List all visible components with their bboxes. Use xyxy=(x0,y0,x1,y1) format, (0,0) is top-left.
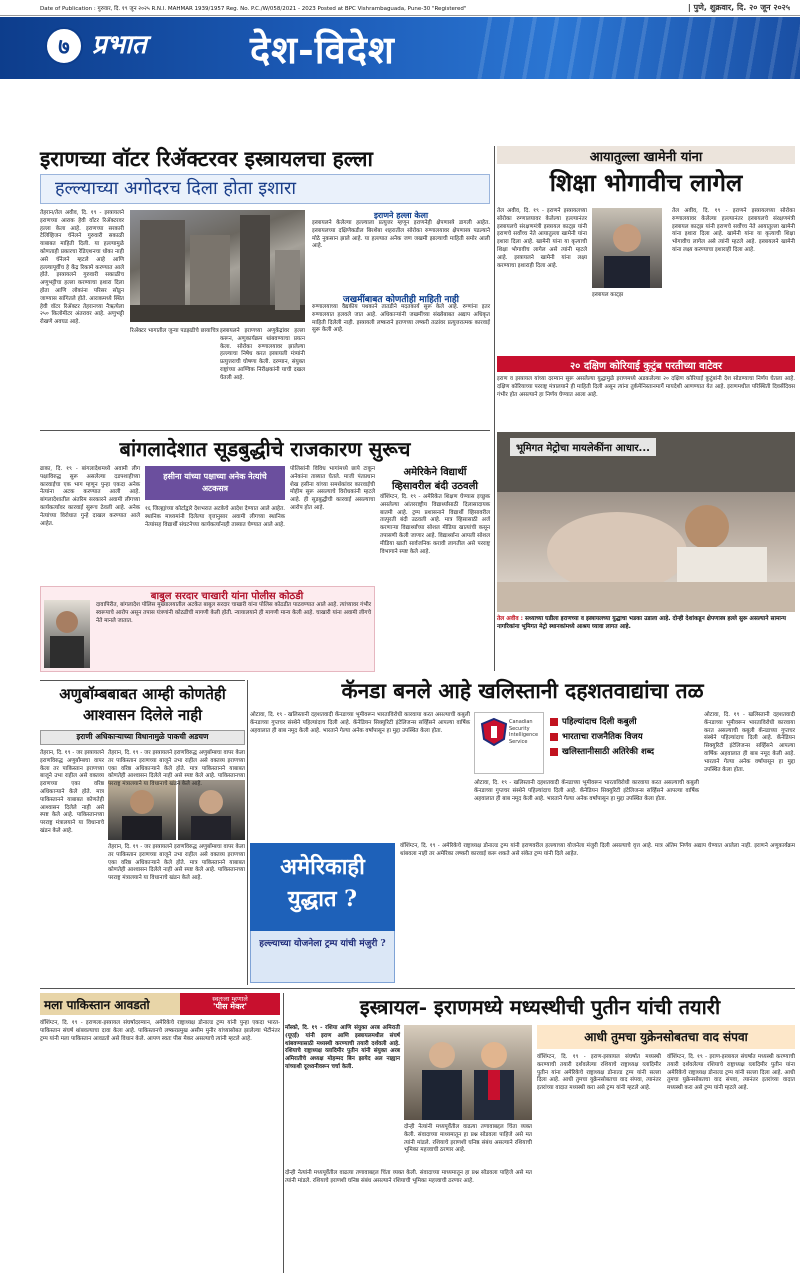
metro-photo xyxy=(497,432,795,612)
story4-text1: ढाका, दि. १९ - बांगलादेशमध्ये अवामी लीग पक्षाविरुद्ध सुरू असलेल्या दडपशाहीच्या कारवाईचा एक भाग म्हणून पुन्हा एकदा अनेक नेत्यांना अटक करण्यात आली आहे. बांगलादेशातील अंतरिम सरकारने अवामी लीगच्या कार्यकर्त्यांवर कारवाई सुरूच ठेवली आहे. अनेक नेत्यांच्या विरोधात गुन्हे दाखल करण्यात आले आहेत. xyxy=(40,466,140,527)
story13-headline: आधी तुमचा युक्रेनसोबतचा वाद संपवा xyxy=(584,1030,748,1044)
story11-headline: मला पाकिस्तान आवडतो xyxy=(44,998,150,1012)
official-photo-2-graphic xyxy=(178,780,245,840)
story9-text: ओटावा, दि. १९ - खलिस्तानी दहशतवादी कॅनडाच्या भूमीवरून भारताविरोधी कारवाया करत असल्याची कबुली कॅनडाच्या गुप्तचर संस्थेने पहिल्यांदाच दिली आहे. कॅनेडियन सिक्युरिटी इंटेलिजन्स सर्व्हिसने आपल्या वार्षिक अहवालात ही बाब नमूद केली आहे. भारताने गेल्या अनेक वर्षांपासून हा मुद्दा उपस्थित केला होता. xyxy=(250,712,470,734)
bullet-square-icon xyxy=(550,733,558,741)
story7-headline: बाबुल सरदार चाखारी यांना पोलीस कोठडी xyxy=(150,591,304,602)
story13-text: वॉशिंग्टन, दि. १९ - इराण-इस्त्रायल संघर्षात मध्यस्थी करण्याची तयारी दर्शवलेल्या रशियाचे राष्ट्राध्यक्ष व्लादिमीर पुतीन यांना अमेरिकेचे राष्ट्राध्यक्ष डोनाल्ड ट्रम्प यांनी सल्ला दिला आहे. आधी तुमचा युक्रेनसोबतचा वाद संपवा, त्यानंतर इतरांच्या वादात मध्यस्थी करा असे ट्रम्प यांनी म्हटले आहे. xyxy=(537,1054,661,1092)
story9-bullets xyxy=(550,716,700,761)
dateline xyxy=(0,0,800,16)
story1-headline: इराणच्या वॉटर रिॲक्टरवर इस्त्रायलचा हल्ला xyxy=(40,146,373,171)
story2-text: तेल अवीव, दि. १९ - इराणने इस्त्रायलच्या सोरोका रुग्णालयावर केलेल्या हल्ल्यानंतर इस्त्रायलचे संरक्षणमंत्री इस्त्रायल काट्झ यांनी इराणचे सर्वोच्च नेते आयातुल्ला खामेनी यांना इशारा दिला आहे. खामेनी यांना या कृत्याची शिक्षा भोगावीच लागेल असे त्यांनी म्हटले आहे. इस्त्रायलने खामेनी यांना लक्ष्य करण्याचा इशाराही दिला आहे. xyxy=(497,208,587,269)
story1-col3: इस्त्रायलने केलेल्या हल्ल्याला प्रत्युत्तर म्हणून इराणनेही क्षेपणास्त्रे डागली आहेत. इस्त्रायलच्या दक्षिणेकडील बिरशेबा शहरातील सोरोका रुग्णालयावर क्षेपणास्त्र पडल्याने मोठे नुकसान झाले आहे. या हल्ल्यात अनेक जण जखमी झाल्याची माहिती समोर आली आहे. xyxy=(312,220,490,250)
story7-text: दावापिरीत, बांगलादेश पोलिस मुख्यालयातील अटकेत बाबुल सरदार चाखारी यांना पोलिस कोठडीत पाठवण्यात आले आहे. त्यांच्यावर गंभीर स्वरूपाचे आरोप असून तपास यंत्रणांनी कोठडीची मागणी केली होती. न्यायालयाने ही मागणी मान्य केली आहे. चाखारी यांना अवामी लीगचे नेते मानले जातात. xyxy=(96,602,371,624)
story12-text-2: दोन्ही नेत्यांनी मध्यपूर्वेतील वाढत्या तणावाबद्दल चिंता व्यक्त केली. संवादाच्या माध्यमातून हा प्रश्न सोडवला पाहिजे असे मत त्यांनी मांडले. रशियाचे इराणशी घनिष्ठ संबंध असल्याने रशियाची भूमिका महत्त्वाची ठरणार आहे. xyxy=(404,1124,532,1154)
story3-text: इराण व इस्त्रायल यांच्या दरम्यान सुरू असलेल्या युद्धामुळे इराणमध्ये अडकलेल्या २० दक्षिण कोरियाई कुटुंबांनी देश सोडण्याचा निर्णय घेतला आहे. दक्षिण कोरियाच्या परराष्ट्र मंत्रालयाने ही माहिती दिली असून त्यांना तुर्कमेनिस्तानमार्गे मायदेशी आणण्यात येत आहे. इराणमधील परिस्थिती दिवसेंदिवस गंभीर होत असल्याने हा निर्णय घेण्यात आला आहे. xyxy=(497,376,795,398)
reactor-photo xyxy=(130,210,305,322)
edition-date: | पुणे, शुक्रवार, दि. २० जून २०२५ xyxy=(687,3,790,12)
story1-col2: इस्त्रायलने इराणच्या अणुकेंद्रांवर हल्ला करून, अणुकार्यक्रम थांबवण्याचा प्रयत्न केला. सोरोका रुग्णालयावर झालेल्या हल्ल्याचा निषेध करत इस्त्रायली मंत्र्यांनी प्रत्युत्तराची घोषणा केली. दरम्यान, संयुक्त राष्ट्रांच्या आण्विक निरीक्षकांनी याची दखल घेतली आहे. xyxy=(220,328,305,381)
globe-graphic xyxy=(470,17,800,79)
story11-text: वॉशिंग्टन, दि. १९ - इराणला-इस्त्रायल संघर्षादरम्यान, अमेरिकेचे राष्ट्राध्यक्ष डोनाल्ड ट्रम्प यांनी पुन्हा एकदा भारत-पाकिस्तान संघर्ष थांबवल्याचा दावा केला आहे. पाकिस्तानचे लष्करप्रमुख असीम मुनीर यांच्यासोबत झालेल्या भेटीनंतर ट्रम्प यांनी मला पाकिस्तान आवडतो असे विधान केले. आपण स्वतः पीस मेकर असल्याचे त्यांनी म्हटले आहे. xyxy=(40,1020,280,1042)
official-photo-1 xyxy=(108,780,176,840)
story13-text-2: वॉशिंग्टन, दि. १९ - इराण-इस्त्रायल संघर्षात मध्यस्थी करण्याची तयारी दर्शवलेल्या रशियाचे राष्ट्राध्यक्ष व्लादिमीर पुतीन यांना अमेरिकेचे राष्ट्राध्यक्ष डोनाल्ड ट्रम्प यांनी सल्ला दिला आहे. आधी तुमचा युक्रेनसोबतचा वाद संपवा, त्यानंतर इतरांच्या वादात मध्यस्थी करा असे ट्रम्प यांनी म्हटले आहे. xyxy=(667,1054,795,1092)
csis-shield-icon xyxy=(479,717,509,747)
story10-headline-line2: युद्धात ? xyxy=(287,886,358,912)
chakhari-photo xyxy=(44,600,90,668)
brand-logo: प्रभात xyxy=(92,30,147,60)
story3-headline: २० दक्षिण कोरियाई कुटुंब परतीच्या वाटेवर xyxy=(569,361,723,372)
csis-logo-text: Canadian Security Intelligence Service xyxy=(509,719,539,745)
metro-caption-text: सध्याच्या घडीला इराणच्या व इस्त्रायलच्या युद्धाचा भडका उडाला आहे. दोन्ही देशांकडून क्षेपणास्त्र हल्ले सुरू असल्याने सामान्य नागरिकांना भूमिगत मेट्रो स्थानकांमध्ये आश्रय घ्यावा लागत आहे. xyxy=(497,616,786,630)
story9-text-3: ओटावा, दि. १९ - खलिस्तानी दहशतवादी कॅनडाच्या भूमीवरून भारताविरोधी कारवाया करत असल्याची कबुली कॅनडाच्या गुप्तचर संस्थेने पहिल्यांदाच दिली आहे. कॅनेडियन सिक्युरिटी इंटेलिजन्स सर्व्हिसने आपल्या वार्षिक अहवालात ही बाब नमूद केली आहे. भारताने गेल्या अनेक वर्षांपासून हा मुद्दा उपस्थित केला होता. xyxy=(704,712,795,773)
official-photo-1-graphic xyxy=(108,780,176,840)
story2-kicker: आयातुल्ला खामेनी यांना xyxy=(589,150,703,165)
story11-badge xyxy=(180,993,280,1015)
story1-sub2: जखमींबाबत कोणतीही माहिती नाही xyxy=(343,295,459,305)
story2-text-2: तेल अवीव, दि. १९ - इराणने इस्त्रायलच्या सोरोका रुग्णालयावर केलेल्या हल्ल्यानंतर इस्त्रायलचे संरक्षणमंत्री इस्त्रायल काट्झ यांनी इराणचे सर्वोच्च नेते आयातुल्ला खामेनी यांना इशारा दिला आहे. खामेनी यांना या कृत्याची शिक्षा भोगावीच लागेल असे त्यांनी म्हटले आहे. इस्त्रायलने खामेनी यांना लक्ष्य करण्याचा इशाराही दिला आहे. xyxy=(672,208,795,253)
katz-photo xyxy=(592,208,662,288)
masthead xyxy=(0,17,800,79)
metro-overlay: भूमिगत मेट्रोचा मायलेकींना आधार... xyxy=(510,438,656,456)
metro-caption-place: तेल अवीव : xyxy=(497,616,523,622)
story10-subhead: हल्ल्याच्या योजनेला ट्रम्प यांची मंजुरी ? xyxy=(259,939,386,949)
story12-headline: इस्त्रायल- इराणमध्ये मध्यस्थीची पुतीन यांची तयारी xyxy=(359,995,721,1019)
story5-headline: व्हिसावरील बंदी उठवली xyxy=(392,481,478,492)
story12-text: दोन्ही नेत्यांनी मध्यपूर्वेतील वाढत्या तणावाबद्दल चिंता व्यक्त केली. संवादाच्या माध्यमातून हा प्रश्न सोडवला पाहिजे असे मत त्यांनी मांडले. रशियाचे इराणशी घनिष्ठ संबंध असल्याने रशियाची भूमिका महत्त्वाची ठरणार आहे. xyxy=(285,1170,532,1184)
reactor-photo-graphic xyxy=(130,210,305,322)
metro-caption xyxy=(497,616,795,656)
bullet-item: खलिस्तानीसाठी अतिरेकी शब्द xyxy=(550,746,700,757)
story1-col4: रुग्णालयाच्या वैद्यकीय पथकाने तातडीने मदतकार्य सुरू केले आहे. रुग्णांना इतर रुग्णालयात हलवले जात आहे. अधिकाऱ्यांनी जखमींच्या संख्येबाबत अद्याप अधिकृत माहिती दिलेली नाही. इस्त्रायली लष्कराने इराणच्या लष्करी तळांवर प्रत्युत्तरात्मक कारवाई सुरू केली आहे. xyxy=(312,304,490,334)
badge-top: स्वतःला म्हणाले xyxy=(212,995,248,1003)
story8-headline: अणुबॉम्बबाबत आम्ही कोणतेही आश्वासन दिलेले नाही xyxy=(59,685,226,724)
story9-text-2: ओटावा, दि. १९ - खलिस्तानी दहशतवादी कॅनडाच्या भूमीवरून भारताविरोधी कारवाया करत असल्याची कबुली कॅनडाच्या गुप्तचर संस्थेने पहिल्यांदाच दिली आहे. कॅनेडियन सिक्युरिटी इंटेलिजन्स सर्व्हिसने आपल्या वार्षिक अहवालात ही बाब नमूद केली आहे. भारताने गेल्या अनेक वर्षांपासून हा मुद्दा उपस्थित केला होता. xyxy=(474,780,699,802)
story2-headline: शिक्षा भोगावीच लागेल xyxy=(549,168,743,197)
story8-subhead: इराणी अधिकाऱ्याच्या विधानामुळे पाकची अडचण xyxy=(76,732,209,741)
bullet-item: भारताचा राजनैतिक विजय xyxy=(550,731,700,742)
badge-main: 'पीस मेकर' xyxy=(213,1002,247,1011)
section-title: देश-विदेश xyxy=(250,27,395,72)
bullet-square-icon xyxy=(550,718,558,726)
publication-info: Date of Publication : गुरुवार, दि. १९ जून २०२५ R.N.I. MAHMAR 1939/1957 Reg. No. P.C./W/058/2021 - 2023 Posted at BPC Vishrambaguada, Pune-30 "Registered" xyxy=(40,5,467,12)
person-photo-graphic xyxy=(592,208,662,288)
csis-logo xyxy=(474,712,544,774)
story8-text: तेहरान, दि. १९ - जर इस्त्रायलने इराणविरुद्ध अणुबॉम्बचा वापर केला तर पाकिस्तान इराणच्या बाजूने उभा राहील असे वक्तव्य इराणच्या एका वरिष्ठ अधिकाऱ्याने केले होते. मात्र पाकिस्तानने याबाबत कोणतेही आश्वासन दिलेले नाही असे स्पष्ट केले आहे. पाकिस्तानच्या परराष्ट्र मंत्रालयाने या विधानाचे खंडन केले आहे. xyxy=(40,750,104,834)
story8-text-3: तेहरान, दि. १९ - जर इस्त्रायलने इराणविरुद्ध अणुबॉम्बचा वापर केला तर पाकिस्तान इराणच्या बाजूने उभा राहील असे वक्तव्य इराणच्या एका वरिष्ठ अधिकाऱ्याने केले होते. मात्र पाकिस्तानने याबाबत कोणतेही आश्वासन दिलेले नाही असे स्पष्ट केले आहे. पाकिस्तानच्या परराष्ट्र मंत्रालयाने या विधानाचे खंडन केले आहे. xyxy=(108,844,245,882)
story10-headline-line1: अमेरिकाही xyxy=(280,854,365,880)
story1-sub1: इराणने हल्ला केला xyxy=(373,210,429,220)
story1-col1: तेहरान/तेल अवीव, दि. १९ - इस्त्रायलने इराणच्या आराक हेवी वॉटर रिॲक्टरवर हल्ला केला आहे. इराणच्या सरकारी टेलिव्हिजन चॅनेलने गुरुवारी सकाळी याबाबत माहिती दिली. या हल्ल्यामुळे कोणताही प्रकारचा रेडिएशनचा धोका नाही असे चॅनेलने म्हटले आहे आणि हल्ल्यापूर्वीच हे केंद्र रिकामे करण्यात आले होते. इस्त्रायलने गुरुवारी सकाळीच अणुभट्टीचा हल्ला करण्याचा इशारा दिला होता आणि लोकांना परिसर सोडून जाण्यास सांगितले होते. आराकमध्ये स्थित हेवी वॉटर रिॲक्टर तेहरानच्या नैऋत्येला २५० किलोमीटर अंतरावर आहे. अणुभट्टी रोखणे अवघड आहे. xyxy=(40,210,124,326)
official-photo-2 xyxy=(178,780,245,840)
putin-trump-photo xyxy=(404,1025,532,1120)
story8-text-2: तेहरान, दि. १९ - जर इस्त्रायलने इराणविरुद्ध अणुबॉम्बचा वापर केला तर पाकिस्तान इराणच्या बाजूने उभा राहील असे वक्तव्य इराणच्या एका वरिष्ठ अधिकाऱ्याने केले होते. मात्र पाकिस्तानने याबाबत कोणतेही आश्वासन दिलेले नाही असे स्पष्ट केले आहे. पाकिस्तानच्या परराष्ट्र मंत्रालयाने या विधानाचे खंडन केले आहे. xyxy=(108,750,245,788)
metro-photo-graphic xyxy=(497,432,795,612)
story4-headline: बांगलादेशात सूडबुद्धीचे राजकारण सुरूच xyxy=(119,437,411,461)
page-number: ७ xyxy=(45,27,83,65)
story4-box: हसीना यांच्या पक्षाच्या अनेक नेत्यांचे अटकसत्र xyxy=(145,466,285,500)
story5-kicker: अमेरिकेने विद्यार्थी xyxy=(403,467,467,478)
putin-trump-photo-graphic xyxy=(404,1025,532,1120)
story1-photo-caption: रिॲक्टर भागातील जुन्या पडझडीचे छायाचित्र xyxy=(130,328,219,334)
chakhari-photo-graphic xyxy=(44,600,90,668)
story4-text2: १६ जिल्ह्यांच्या कोर्टाद्वारे देशभरात अटकेचे आदेश देण्यात आले आहेत. स्थानिक माध्यमांनी दिलेल्या वृत्तानुसार अवामी लीगच्या स्थानिक नेत्यांसह विद्यार्थी संघटनेच्या कार्यकर्त्यांनाही ताब्यात घेण्यात आले आहे. xyxy=(145,506,285,528)
story2-caption: इस्त्रायल काट्झ xyxy=(592,292,624,298)
story1-kicker: हल्ल्याच्या अगोदरच दिला होता इशारा xyxy=(55,178,297,199)
story9-headline: कॅनडा बनले आहे खलिस्तानी दहशतवाद्यांचा तळ xyxy=(341,678,704,703)
bullet-square-icon xyxy=(550,748,558,756)
story12-lead: मॉस्को, दि. १९ - रशिया आणि संयुक्त अरब अमिराती (यूएई) यांनी इराण आणि इस्त्रायलमधील संघर्ष थांबवण्यासाठी मध्यस्थी करण्याची तयारी दर्शवली आहे. रशियाचे राष्ट्राध्यक्ष व्लादिमीर पुतीन यांनी संयुक्त अरब अमिरातीचे अध्यक्ष मोहम्मद बिन झायेद अल नाह्यान यांच्याशी दूरध्वनीवरून चर्चा केली. xyxy=(285,1025,400,1070)
story10-text: वॉशिंग्टन, दि. १९ - अमेरिकेचे राष्ट्राध्यक्ष डोनाल्ड ट्रम्प यांनी इराणवरील हल्ल्याच्या योजनेला मंजुरी दिली असल्याचे वृत्त आहे. मात्र अंतिम निर्णय अद्याप घेण्यात आलेला नाही. इराणने अणुकार्यक्रम थांबवला नाही तर अमेरिका लष्करी कारवाई करू शकते असे संकेत ट्रम्प यांनी दिले आहेत. xyxy=(400,843,795,857)
bullet-item: पहिल्यांदाच दिली कबुली xyxy=(550,716,700,727)
story4-text3: पोलिसांनी विविध भागांमध्ये छापे टाकून अनेकांना ताब्यात घेतले. माजी पंतप्रधान शेख हसीना यांच्या समर्थकांवर कारवाईची मोहीम सुरू असल्याचे विरोधकांनी म्हटले आहे. ही सूडबुद्धीची कारवाई असल्याचा आरोप होत आहे. xyxy=(290,466,375,511)
story5-text: वॉशिंग्टन, दि. १९ - अमेरिकेत शिक्षण घेण्यास इच्छुक असलेल्या आंतरराष्ट्रीय विद्यार्थ्यांसाठी दिलासादायक बातमी आहे. ट्रम्प प्रशासनाने विद्यार्थी व्हिसावरील तात्पुरती बंदी उठवली आहे. मात्र व्हिसासाठी अर्ज करणाऱ्या विद्यार्थ्यांच्या सोशल मीडिया खात्यांची कसून तपासणी केली जाणार आहे. विद्यार्थ्यांना आपली सोशल मीडिया खाती सार्वजनिक करावी लागतील असे परराष्ट्र विभागाने स्पष्ट केले आहे. xyxy=(380,494,490,555)
